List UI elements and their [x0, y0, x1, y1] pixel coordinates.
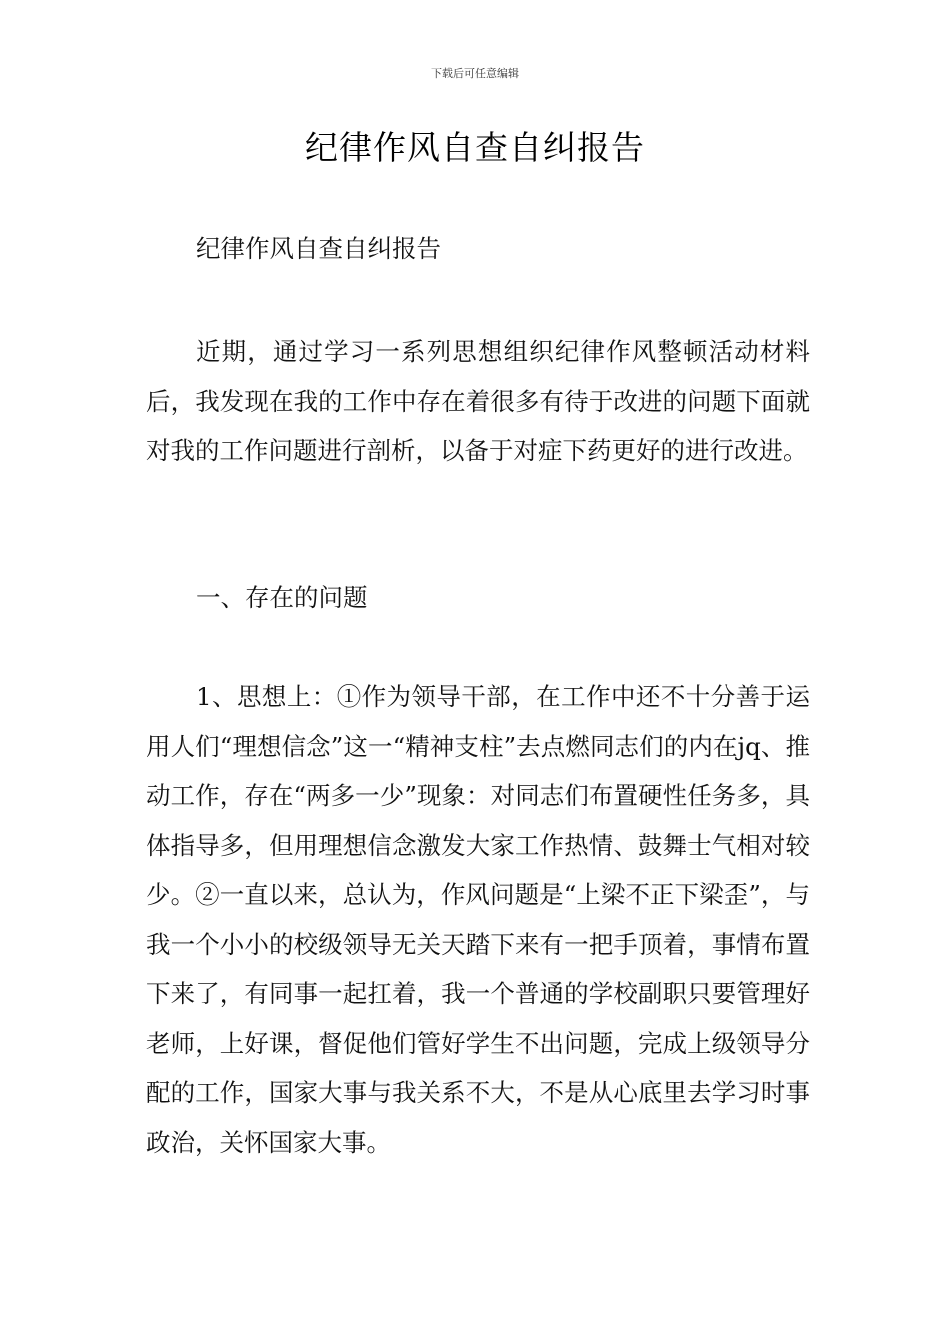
subtitle-paragraph: 纪律作风自查自纠报告 [196, 234, 441, 263]
intro-paragraph: 近期，通过学习一系列思想组织纪律作风整顿活动材料后，我发现在我的工作中存在着很多有待于改进的问题下面就对我的工作问题进行剖析，以备于对症下药更好的进行改进。 [146, 337, 810, 465]
header-note: 下载后可任意编辑 [431, 67, 519, 80]
item-paragraph: 1、思想上：①作为领导干部，在工作中还不十分善于运用人们“理想信念”这一“精神支柱”去点燃同志们的内在jq、推动工作，存在“两多一少”现象：对同志们布置硬性任务多，具体指导多，但用理想信念激发大家工作热情、鼓舞士气相对较少。②一直以来，总认为，作风问题是“上梁不正下梁歪”，与我一个小小的校级领导无关天踏下来有一把手顶着，事情布置下来了，有同事一起扛着，我一个普通的学校副职只要管理好老师，上好课，督促他们管好学生不出问题，完成上级领导分配的工作，国家大事与我关系不大，不是从心底里去学习时事政治，关怀国家大事。 [146, 682, 810, 1157]
document-title: 纪律作风自查自纠报告 [305, 128, 645, 167]
section-heading: 一、存在的问题 [196, 583, 368, 612]
